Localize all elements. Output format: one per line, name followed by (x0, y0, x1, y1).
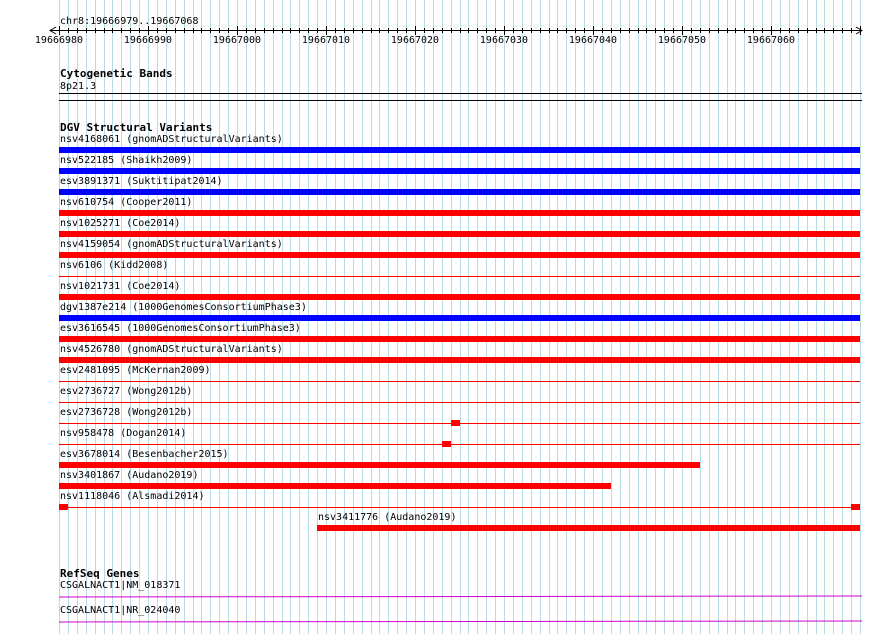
cytoband-label: 8p21.3 (60, 81, 97, 92)
dgv-feature-label: nsv1025271 (Coe2014) (60, 218, 181, 229)
dgv-feature-bar[interactable] (59, 462, 700, 468)
dgv-feature-bar[interactable] (59, 294, 860, 300)
grid-line (860, 0, 861, 634)
dgv-feature-bar[interactable] (59, 252, 860, 258)
dgv-feature-bar[interactable] (59, 276, 860, 277)
dgv-feature-bar[interactable] (59, 168, 860, 174)
dgv-feature-label: nsv1021731 (Coe2014) (60, 281, 181, 292)
ruler-tick-label: 19666990 (123, 35, 173, 46)
refseq-gene-path (59, 595, 862, 597)
ruler-tick-label: 19667060 (746, 35, 796, 46)
dgv-feature-label: nsv4159054 (gnomADStructuralVariants) (60, 239, 283, 250)
dgv-feature-label: esv2736727 (Wong2012b) (60, 386, 193, 397)
ruler-location: chr8:19666979..19667068 (60, 16, 199, 27)
ruler-tick-label: 19667030 (479, 35, 529, 46)
dgv-track-title: DGV Structural Variants (60, 121, 213, 134)
dgv-feature-label: esv2736728 (Wong2012b) (60, 407, 193, 418)
dgv-feature-block[interactable] (442, 441, 451, 447)
dgv-feature-block[interactable] (59, 504, 68, 510)
dgv-feature-block[interactable] (851, 504, 860, 510)
ruler-tick-label: 19667050 (657, 35, 707, 46)
dgv-feature-label: esv3891371 (Suktitipat2014) (60, 176, 223, 187)
dgv-feature-bar[interactable] (59, 210, 860, 216)
ruler-tick-label: 19667040 (568, 35, 618, 46)
ruler-tick-label: 19667010 (301, 35, 351, 46)
dgv-feature-bar[interactable] (59, 147, 860, 153)
refseq-gene-path (59, 620, 862, 622)
cytoband-bar[interactable] (59, 93, 862, 94)
dgv-feature-bar[interactable] (59, 381, 860, 382)
dgv-feature-label: dgv1387e214 (1000GenomesConsortiumPhase3) (60, 302, 307, 313)
ruler (0, 0, 890, 60)
dgv-feature-bar[interactable] (59, 357, 860, 363)
dgv-feature-label: esv3616545 (1000GenomesConsortiumPhase3) (60, 323, 301, 334)
refseq-gene-label: CSGALNACT1|NM_018371 (60, 580, 181, 591)
dgv-feature-label: esv2481095 (McKernan2009) (60, 365, 211, 376)
dgv-feature-bar[interactable] (59, 189, 860, 195)
dgv-feature-bar[interactable] (59, 507, 860, 508)
dgv-feature-label: nsv958478 (Dogan2014) (60, 428, 187, 439)
ruler-tick-label: 19666980 (34, 35, 84, 46)
dgv-feature-label: nsv6106 (Kidd2008) (60, 260, 169, 271)
dgv-feature-label: nsv1118046 (Alsmadi2014) (60, 491, 205, 502)
dgv-feature-bar[interactable] (59, 231, 860, 237)
dgv-feature-block[interactable] (451, 420, 460, 426)
dgv-feature-label: esv3678014 (Besenbacher2015) (60, 449, 229, 460)
ruler-tick-label: 19667020 (390, 35, 440, 46)
dgv-feature-label: nsv610754 (Cooper2011) (60, 197, 193, 208)
dgv-feature-bar[interactable] (59, 402, 860, 403)
dgv-feature-label: nsv3401867 (Audano2019) (60, 470, 199, 481)
dgv-feature-label: nsv522185 (Shaikh2009) (60, 155, 193, 166)
dgv-feature-bar[interactable] (59, 444, 860, 445)
dgv-feature-bar[interactable] (59, 336, 860, 342)
dgv-feature-bar[interactable] (59, 315, 860, 321)
refseq-gene-label: CSGALNACT1|NR_024040 (60, 605, 181, 616)
refseq-gene-line[interactable] (0, 592, 890, 602)
dgv-feature-label: nsv4168061 (gnomADStructuralVariants) (60, 134, 283, 145)
dgv-feature-label: nsv3411776 (Audano2019) (318, 512, 457, 523)
dgv-feature-bar[interactable] (59, 483, 611, 489)
dgv-feature-label: nsv4526780 (gnomADStructuralVariants) (60, 344, 283, 355)
refseq-gene-line[interactable] (0, 617, 890, 627)
ruler-tick-label: 19667000 (212, 35, 262, 46)
dgv-feature-bar[interactable] (317, 525, 860, 531)
cytoband-track-title: Cytogenetic Bands (60, 67, 173, 80)
track-divider (59, 100, 862, 101)
refseq-track-title: RefSeq Genes (60, 567, 140, 580)
